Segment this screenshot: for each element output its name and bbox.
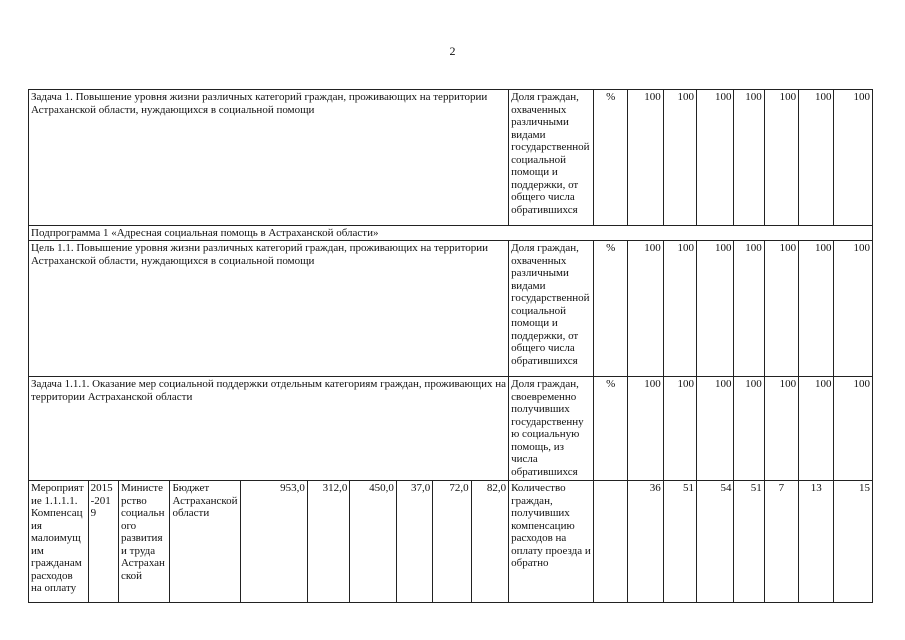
goal-1-1-value-1: 100 [628, 241, 663, 377]
measure-executor: Министерство социального развития и труда Астраханской [118, 481, 170, 603]
measure-finance-6: 82,0 [471, 481, 509, 603]
measure-value-4: 51 [734, 481, 764, 603]
measure-source: Бюджет Астраханской области [170, 481, 241, 603]
goal-1-1-value-2: 100 [663, 241, 696, 377]
goal-1-1-unit: % [593, 241, 627, 377]
measure-name: Мероприятие 1.1.1.1. Компенсация малоимущим гражданам расходов на оплату [29, 481, 89, 603]
goal-1-1-value-4: 100 [734, 241, 764, 377]
task-1-text: Задача 1. Повышение уровня жизни различных категорий граждан, проживающих на территории Астраханской области, нуждающихся в социальной помощи [29, 90, 509, 226]
task-1-1-1-row [29, 377, 873, 481]
task-1-1-1-value-1: 100 [628, 377, 663, 481]
goal-1-1-indicator: Доля граждан, охваченных различными видами государственной социальной помощи и поддержки, от общего числа обратившихся [509, 241, 594, 377]
task-1-value-5: 100 [764, 90, 798, 226]
measure-value-1: 36 [628, 481, 663, 603]
measure-indicator: Количество граждан, получивших компенсацию расходов на оплату проезда и обратно [509, 481, 594, 603]
measure-value-6: 13 [799, 481, 834, 603]
measure-row [29, 481, 873, 603]
subprogram-row [29, 226, 873, 241]
task-1-1-1-value-5: 100 [764, 377, 798, 481]
task-1-1-1-value-3: 100 [697, 377, 734, 481]
task-1-indicator: Доля граждан, охваченных различными видами государственной социальной помощи и поддержки, от общего числа обратившихся [509, 90, 594, 226]
measure-value-7: 15 [834, 481, 873, 603]
goal-1-1-value-7: 100 [834, 241, 873, 377]
task-1-1-1-value-7: 100 [834, 377, 873, 481]
task-1-1-1-value-6: 100 [799, 377, 834, 481]
measure-unit [593, 481, 627, 603]
measure-value-2: 51 [663, 481, 696, 603]
task-1-1-1-value-2: 100 [663, 377, 696, 481]
measure-finance-total: 953,0 [241, 481, 308, 603]
task-1-value-1: 100 [628, 90, 663, 226]
goal-1-1-row [29, 241, 873, 377]
goal-1-1-value-6: 100 [799, 241, 834, 377]
task-1-1-1-unit: % [593, 377, 627, 481]
program-table [28, 89, 873, 603]
measure-value-3: 54 [697, 481, 734, 603]
measure-value-5: 7 [764, 481, 798, 603]
task-1-unit: % [593, 90, 627, 226]
goal-1-1-text: Цель 1.1. Повышение уровня жизни различных категорий граждан, проживающих на территории Астраханской области, нуждающихся в социальной помощи [29, 241, 509, 377]
task-1-value-2: 100 [663, 90, 696, 226]
task-1-row [29, 90, 873, 226]
goal-1-1-value-3: 100 [697, 241, 734, 377]
page-number: 2 [449, 44, 456, 58]
measure-finance-3: 450,0 [350, 481, 396, 603]
subprogram-title: Подпрограмма 1 «Адресная социальная помощь в Астраханской области» [29, 226, 873, 241]
task-1-value-6: 100 [799, 90, 834, 226]
goal-1-1-value-5: 100 [764, 241, 798, 377]
measure-finance-2: 312,0 [307, 481, 349, 603]
task-1-1-1-indicator: Доля граждан, своевременно получивших государственную социальную помощь, из числа обратившихся [509, 377, 594, 481]
task-1-1-1-value-4: 100 [734, 377, 764, 481]
measure-finance-4: 37,0 [396, 481, 432, 603]
task-1-value-7: 100 [834, 90, 873, 226]
task-1-value-3: 100 [697, 90, 734, 226]
measure-finance-5: 72,0 [433, 481, 471, 603]
task-1-1-1-text: Задача 1.1.1. Оказание мер социальной поддержки отдельным категориям граждан, проживающих на территории Астраханской области [29, 377, 509, 481]
measure-period: 2015-2019 [88, 481, 118, 603]
task-1-value-4: 100 [734, 90, 764, 226]
